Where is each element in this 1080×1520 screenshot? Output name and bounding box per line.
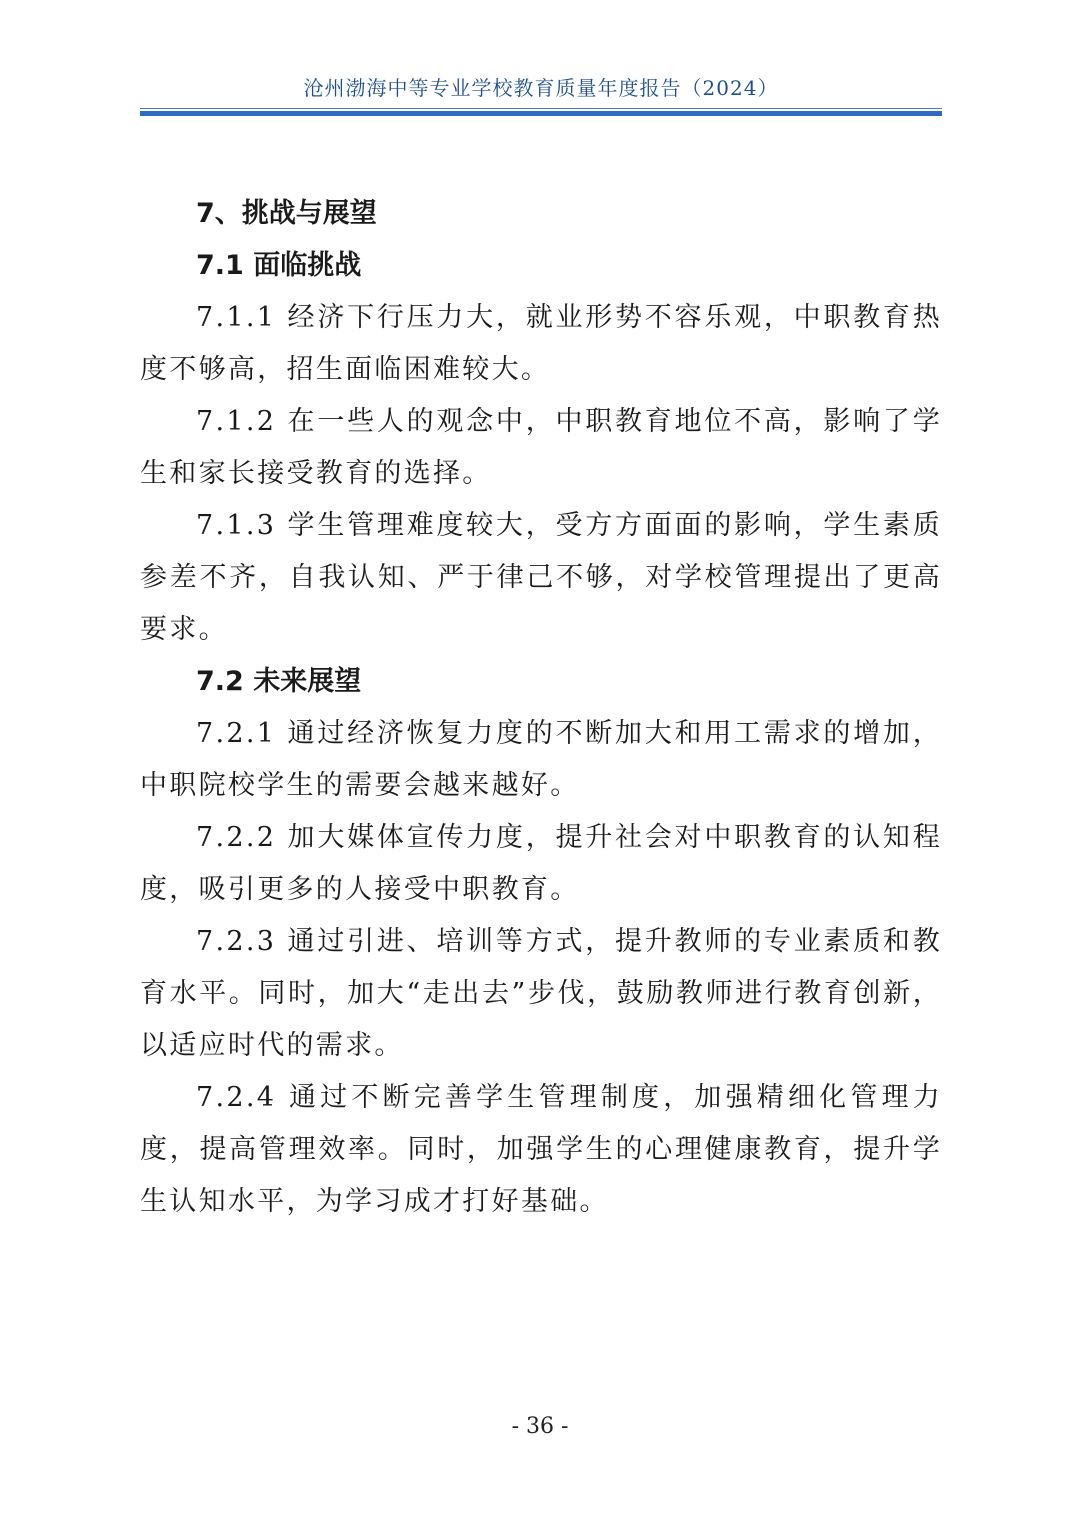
header-divider-thin [140, 108, 942, 109]
document-body [140, 188, 942, 1228]
header-divider-thick [140, 111, 942, 116]
section-heading: 7、挑战与展望 [196, 198, 377, 229]
paragraph-7-2-1: 7.2.1 通过经济恢复力度的不断加大和用工需求的增加，中职院校学生的需要会越来越好。 [140, 718, 942, 801]
paragraph-7-1-1: 7.1.1 经济下行压力大，就业形势不容乐观，中职教育热度不够高，招生面临困难较大。 [140, 302, 942, 385]
page-header-title: 沧州渤海中等专业学校教育质量年度报告（2024） [303, 76, 779, 100]
paragraph-7-2-3: 7.2.3 通过引进、培训等方式，提升教师的专业素质和教育水平。同时，加大“走出去”步伐，鼓励教师进行教育创新，以适应时代的需求。 [140, 926, 942, 1061]
paragraph-7-2-4: 7.2.4 通过不断完善学生管理制度，加强精细化管理力度，提高管理效率。同时，加强学生的心理健康教育，提升学生认知水平，为学习成才打好基础。 [140, 1082, 942, 1217]
subsection-heading-challenges: 7.1 面临挑战 [196, 250, 362, 281]
subsection-heading-outlook: 7.2 未来展望 [196, 666, 362, 697]
page-number: - 36 - [511, 1414, 569, 1439]
paragraph-7-2-2: 7.2.2 加大媒体宣传力度，提升社会对中职教育的认知程度，吸引更多的人接受中职教育。 [140, 822, 942, 905]
paragraph-7-1-2: 7.1.2 在一些人的观念中，中职教育地位不高，影响了学生和家长接受教育的选择。 [140, 406, 942, 489]
paragraph-7-1-3: 7.1.3 学生管理难度较大，受方方面面的影响，学生素质参差不齐，自我认知、严于律己不够，对学校管理提出了更高要求。 [140, 510, 942, 645]
